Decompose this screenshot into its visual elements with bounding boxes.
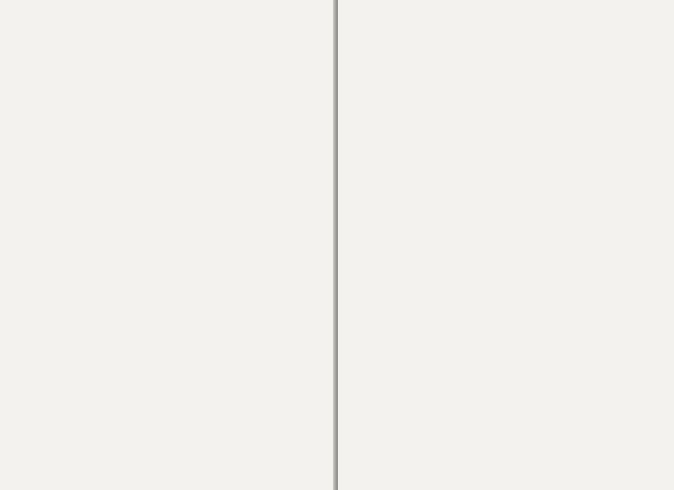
left-page	[0, 0, 336, 490]
right-page	[338, 0, 674, 490]
